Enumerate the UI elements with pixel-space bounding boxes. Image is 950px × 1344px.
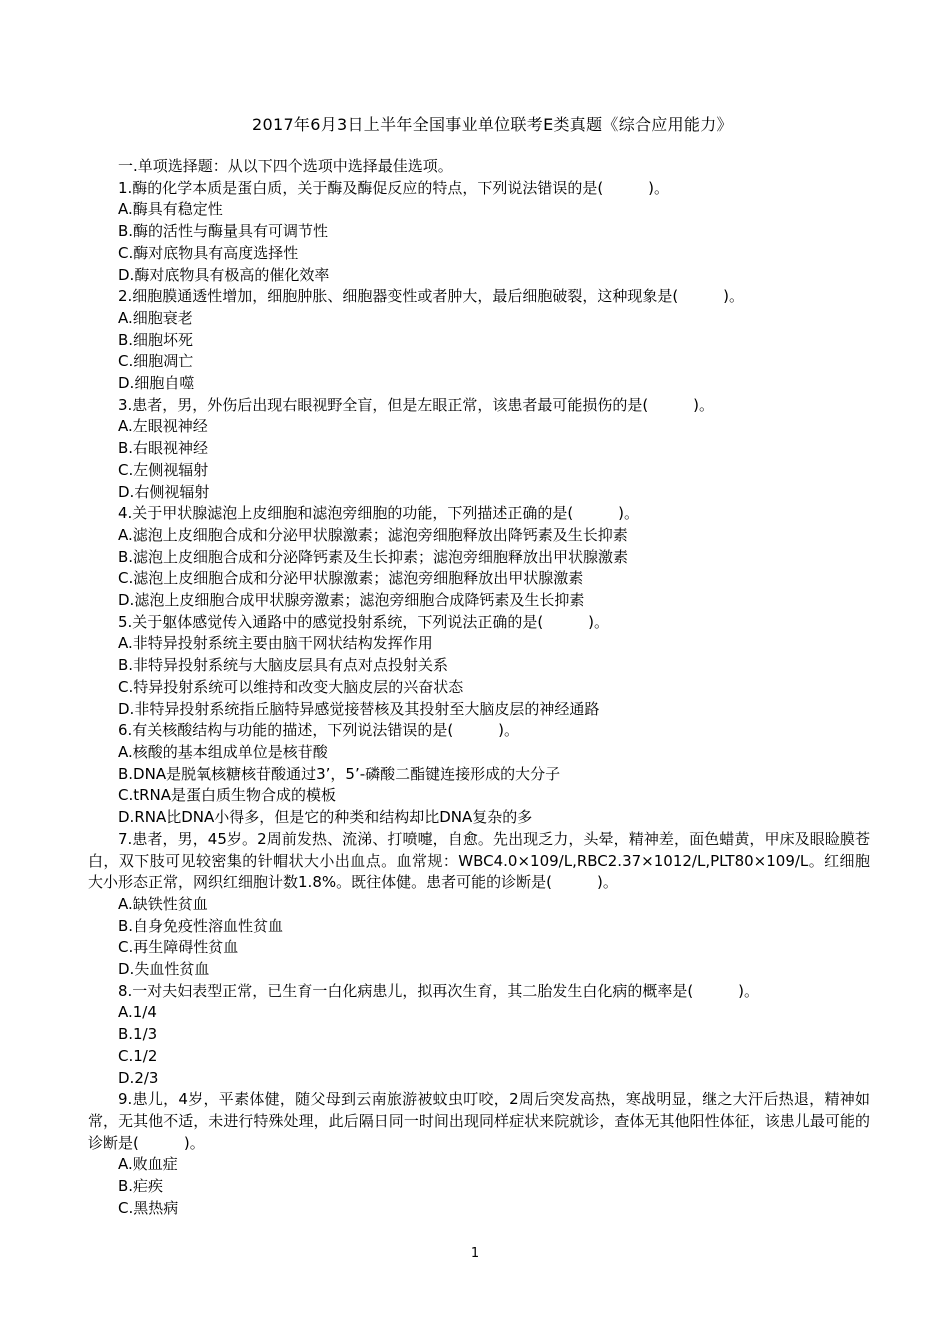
answer-option: C.黑热病 [118, 1198, 179, 1217]
question-9 [88, 1089, 870, 1219]
question-stem: 3.患者，男，外伤后出现右眼视野全盲，但是左眼正常，该患者最可能损伤的是( )。 [118, 395, 715, 414]
answer-option: D.非特异投射系统指丘脑特异感觉接替核及其投射至大脑皮层的神经通路 [118, 699, 600, 718]
section-heading: 一.单项选择题：从以下四个选项中选择最佳选项。 [118, 157, 453, 175]
answer-option: A.酶具有稳定性 [118, 200, 223, 219]
answer-option: C.左侧视辐射 [118, 460, 209, 479]
question-stem: 2.细胞膜通透性增加，细胞肿胀、细胞器变性或者肿大，最后细胞破裂，这种现象是( )。 [118, 287, 745, 306]
answer-option: C.特异投射系统可以维持和改变大脑皮层的兴奋状态 [118, 677, 464, 696]
question-list [88, 178, 870, 1220]
answer-option: C.酶对底物具有高度选择性 [118, 243, 299, 262]
question-stem: 8.一对夫妇表型正常，已生育一白化病患儿，拟再次生育，其二胎发生白化病的概率是( )。 [118, 981, 760, 1000]
answer-option: D.2/3 [118, 1068, 159, 1087]
answer-option: B.自身免疫性溶血性贫血 [118, 916, 284, 935]
question-2 [88, 286, 870, 395]
answer-option: A.细胞衰老 [118, 308, 193, 327]
answer-option: A.左眼视神经 [118, 417, 208, 436]
answer-option: C.tRNA是蛋白质生物合成的模板 [118, 786, 337, 805]
question-5 [88, 612, 870, 721]
answer-option: B.细胞坏死 [118, 330, 194, 349]
question-3 [88, 395, 870, 504]
answer-option: A.败血症 [118, 1155, 178, 1174]
answer-option: B.疟疾 [118, 1177, 164, 1196]
answer-option: B.酶的活性与酶量具有可调节性 [118, 222, 329, 241]
question-6 [88, 720, 870, 829]
answer-option: D.酶对底物具有极高的催化效率 [118, 265, 330, 284]
answer-option: A.缺铁性贫血 [118, 894, 208, 913]
answer-option: C.细胞凋亡 [118, 352, 194, 371]
question-4 [88, 503, 870, 612]
answer-option: B.非特异投射系统与大脑皮层具有点对点投射关系 [118, 656, 449, 675]
answer-option: B.右眼视神经 [118, 439, 209, 458]
question-stem: 9.患儿，4岁，平素体健，随父母到云南旅游被蚊虫叮咬，2周后突发高热，寒战明显，继之大汗后热退，精神如常，无其他不适，未进行特殊处理，此后隔日同一时间出现同样症状来院就诊，查体无其他阳性体征，该患儿最可能的诊断是( )。 [88, 1090, 870, 1152]
answer-option: D.失血性贫血 [118, 960, 210, 979]
answer-option: A.1/4 [118, 1003, 157, 1022]
answer-option: C.再生障碍性贫血 [118, 938, 239, 957]
document-body [88, 156, 870, 1219]
answer-option: C.滤泡上皮细胞合成和分泌甲状腺激素；滤泡旁细胞释放出甲状腺激素 [118, 569, 584, 588]
answer-option: B.DNA是脱氧核糖核苷酸通过3’，5’-磷酸二酯键连接形成的大分子 [118, 764, 561, 783]
question-stem: 6.有关核酸结构与功能的描述，下列说法错误的是( )。 [118, 721, 520, 740]
answer-option: D.滤泡上皮细胞合成甲状腺旁激素；滤泡旁细胞合成降钙素及生长抑素 [118, 591, 585, 610]
answer-option: B.滤泡上皮细胞合成和分泌降钙素及生长抑素；滤泡旁细胞释放出甲状腺激素 [118, 547, 629, 566]
answer-option: C.1/2 [118, 1046, 158, 1065]
answer-option: A.滤泡上皮细胞合成和分泌甲状腺激素；滤泡旁细胞释放出降钙素及生长抑素 [118, 525, 628, 544]
answer-option: D.细胞自噬 [118, 374, 195, 393]
answer-option: B.1/3 [118, 1025, 158, 1044]
question-stem: 1.酶的化学本质是蛋白质，关于酶及酶促反应的特点，下列说法错误的是( )。 [118, 178, 670, 197]
answer-option: A.非特异投射系统主要由脑干网状结构发挥作用 [118, 634, 433, 653]
answer-option: D.RNA比DNA小得多，但是它的种类和结构却比DNA复杂的多 [118, 808, 533, 827]
answer-option: D.右侧视辐射 [118, 482, 210, 501]
question-stem: 5.关于躯体感觉传入通路中的感觉投射系统，下列说法正确的是( )。 [118, 612, 610, 631]
page-number: 1 [470, 1246, 480, 1261]
question-7 [88, 829, 870, 981]
question-1 [88, 178, 870, 287]
document-title: 2017年6月3日上半年全国事业单位联考E类真题《综合应用能力》 [252, 115, 733, 134]
question-8 [88, 981, 870, 1090]
answer-option: A.核酸的基本组成单位是核苷酸 [118, 742, 328, 761]
question-stem: 4.关于甲状腺滤泡上皮细胞和滤泡旁细胞的功能，下列描述正确的是( )。 [118, 504, 640, 523]
question-stem: 7.患者，男，45岁。2周前发热、流涕、打喷嚏，自愈。先出现乏力，头晕，精神差，面色蜡黄，甲床及眼睑膜苍白，双下肢可见较密集的针帽状大小出血点。血常规：WBC4.0×109/L,RBC2.37×1012/L,PLT80×109/L。红细胞大小形态正常，网织红细胞计数1.8%。既往体健。患者可能的诊断是( )。 [88, 829, 870, 892]
